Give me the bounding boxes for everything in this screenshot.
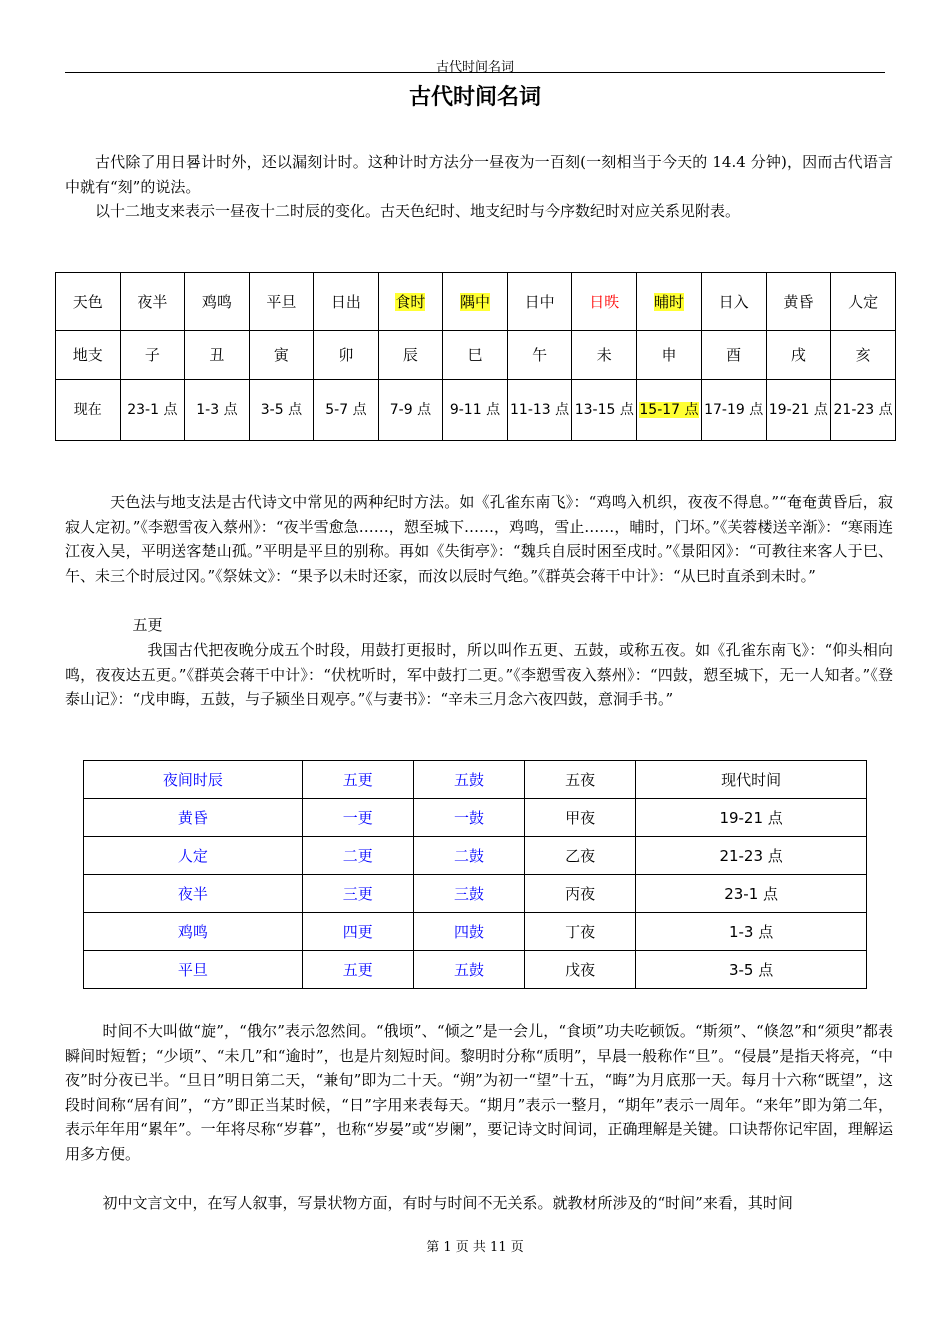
table-cell: 午: [507, 331, 572, 380]
table-header-row: [84, 761, 867, 799]
table-cell: 11-13 点: [507, 380, 572, 441]
table-cell: 日入: [701, 273, 766, 331]
table-cell: [637, 380, 702, 441]
table-cell: 1-3 点: [636, 913, 867, 951]
table-cell: 黄昏: [84, 799, 303, 837]
table-cell: 1-3 点: [185, 380, 250, 441]
row-label: 现在: [56, 380, 121, 441]
column-header: 五更: [302, 761, 413, 799]
table-cell: 丑: [185, 331, 250, 380]
table-cell: 四鼓: [413, 913, 524, 951]
table-row: [56, 273, 896, 331]
table-cell: 21-23 点: [831, 380, 896, 441]
intro-paragraph-1: 古代除了用日晷计时外，还以漏刻计时。这种计时方法分一昼夜为一百刻(一刻相当于今天的 14.4 分钟)，因而古代语言中就有“刻”的说法。: [65, 153, 893, 196]
table-cell: 一更: [302, 799, 413, 837]
table-cell: 乙夜: [525, 837, 636, 875]
table-cell: 人定: [831, 273, 896, 331]
table-cell: 一鼓: [413, 799, 524, 837]
table-cell: 日出: [314, 273, 379, 331]
table-cell: 平旦: [84, 951, 303, 989]
table-cell: 9-11 点: [443, 380, 508, 441]
time-correspondence-table: [55, 272, 896, 441]
wugeng-paragraph: 我国古代把夜晚分成五个时段，用鼓打更报时，所以叫作五更、五鼓，或称五夜。如《孔雀东南飞》：“仰头相向鸣，夜夜达五更。”《群英会蒋干中计》：“伏枕听时，军中鼓打二更。”《李愬雪夜入蔡州》：“四鼓，愬至城下，无一人知者。”《登泰山记》：“戊申晦，五鼓，与子颍坐日观亭。”《与妻书》：“辛未三月念六夜四鼓，意洞手书。”: [65, 641, 893, 708]
table-cell: 丙夜: [525, 875, 636, 913]
table-cell: 亥: [831, 331, 896, 380]
header-divider: [65, 72, 885, 73]
page-header: 古代时间名词: [435, 60, 514, 75]
table-cell: 7-9 点: [378, 380, 443, 441]
table-cell: 五鼓: [413, 951, 524, 989]
table-cell: 子: [120, 331, 185, 380]
table-cell: 丁夜: [525, 913, 636, 951]
column-header: 五夜: [525, 761, 636, 799]
highlighted-text: 食时: [395, 292, 426, 311]
table-cell: 夜半: [84, 875, 303, 913]
table-cell: 三鼓: [413, 875, 524, 913]
tiandi-paragraph: 天色法与地支法是古代诗文中常见的两种纪时方法。如《孔雀东南飞》：“鸡鸣入机织，夜夜不得息。”“奄奄黄昏后，寂寂人定初。”《李愬雪夜入蔡州》：“夜半雪愈急……，愬至城下……，鸡鸣，雪止……，晡时，门坏。”《芙蓉楼送辛渐》：“寒雨连江夜入吴，平明送客楚山孤。”平明是平旦的别称。再如《失街亭》：“魏兵自辰时困至戌时。”《景阳冈》：“可教往来客人于巳、午、未三个时辰过冈。”《祭妹文》：“果予以未时还家，而汝以辰时气绝。”《群英会蒋干中计》：“从巳时直杀到未时。”: [65, 493, 893, 585]
table-cell: 五更: [302, 951, 413, 989]
column-header: 五鼓: [413, 761, 524, 799]
intro-paragraph-2: 以十二地支来表示一昼夜十二时辰的变化。古天色纪时、地支纪时与今序数纪时对应关系见附表。: [95, 202, 741, 220]
closing-paragraph: 初中文言文中，在写人叙事，写景状物方面，有时与时间不无关系。就教材所涉及的“时间”来看，其时间: [102, 1194, 793, 1212]
table-cell: 寅: [249, 331, 314, 380]
table-cell: 平旦: [249, 273, 314, 331]
table-cell: 辰: [378, 331, 443, 380]
table-row: [84, 913, 867, 951]
table-cell: 19-21 点: [766, 380, 831, 441]
highlighted-text: 晡时: [653, 292, 684, 311]
table-cell: 酉: [701, 331, 766, 380]
table-cell: [443, 273, 508, 331]
table-cell: [637, 273, 702, 331]
table-cell: 巳: [443, 331, 508, 380]
highlighted-text: 15-17 点: [639, 402, 699, 418]
table-cell: 3-5 点: [636, 951, 867, 989]
table-cell: 5-7 点: [314, 380, 379, 441]
table-cell: 鸡鸣: [185, 273, 250, 331]
table-cell: 甲夜: [525, 799, 636, 837]
time-words-paragraph: 时间不大叫做“旋”，“俄尔”表示忽然间。“俄顷”、“倾之”是一会儿，“食顷”功夫吃顿饭。“斯须”、“倏忽”和“须臾”都表瞬间时短暂；“少顷”、“未几”和“逾时”，也是片刻短时间。黎明时分称“质明”，早晨一般称作“旦”。“侵晨”是指天将亮，“中夜”时分夜已半。“旦日”明日第二天，“兼旬”即为二十天。“朔”为初一“望”十五，“晦”为月底那一天。每月十六称“既望”，这段时间称“居有间”，“方”即正当某时候，“日”字用来表每天。“期月”表示一整月，“期年”表示一周年。“来年”即为第二年， 表示年年用“累年”。一年将尽称“岁暮”，也称“岁晏”或“岁阑”，要记诗文时间词，正确理解是关键。口诀帮你记牢固，理解运用多方便。: [65, 1022, 893, 1163]
table-cell: 戌: [766, 331, 831, 380]
table-cell: 13-15 点: [572, 380, 637, 441]
table-cell: 23-1 点: [120, 380, 185, 441]
table-cell: 四更: [302, 913, 413, 951]
table-cell: 戊夜: [525, 951, 636, 989]
table-row: [56, 331, 896, 380]
table-row: [56, 380, 896, 441]
row-label: 天色: [56, 273, 121, 331]
page-footer: 第 1 页 共 11 页: [426, 1240, 524, 1255]
table-cell: 23-1 点: [636, 875, 867, 913]
table-cell: 夜半: [120, 273, 185, 331]
table-row: [84, 951, 867, 989]
table-cell: 17-19 点: [701, 380, 766, 441]
table-cell: 二更: [302, 837, 413, 875]
table-cell: 19-21 点: [636, 799, 867, 837]
table-cell: 申: [637, 331, 702, 380]
table-cell: 21-23 点: [636, 837, 867, 875]
table-row: [84, 837, 867, 875]
table-row: [84, 875, 867, 913]
table-cell: 卯: [314, 331, 379, 380]
wugeng-heading: 五更: [132, 616, 163, 634]
table-cell: 日中: [507, 273, 572, 331]
column-header: 夜间时辰: [84, 761, 303, 799]
table-cell: 二鼓: [413, 837, 524, 875]
table-cell: 人定: [84, 837, 303, 875]
highlighted-text: 隅中: [459, 292, 490, 311]
table-cell: [378, 273, 443, 331]
table-cell: 日昳: [572, 273, 637, 331]
row-label: 地支: [56, 331, 121, 380]
table-cell: 鸡鸣: [84, 913, 303, 951]
table-cell: 未: [572, 331, 637, 380]
table-cell: 三更: [302, 875, 413, 913]
table-cell: 黄昏: [766, 273, 831, 331]
page-title: 古代时间名词: [408, 85, 541, 110]
five-watches-table: [83, 760, 867, 989]
table-row: [84, 799, 867, 837]
table-cell: 3-5 点: [249, 380, 314, 441]
column-header: 现代时间: [636, 761, 867, 799]
